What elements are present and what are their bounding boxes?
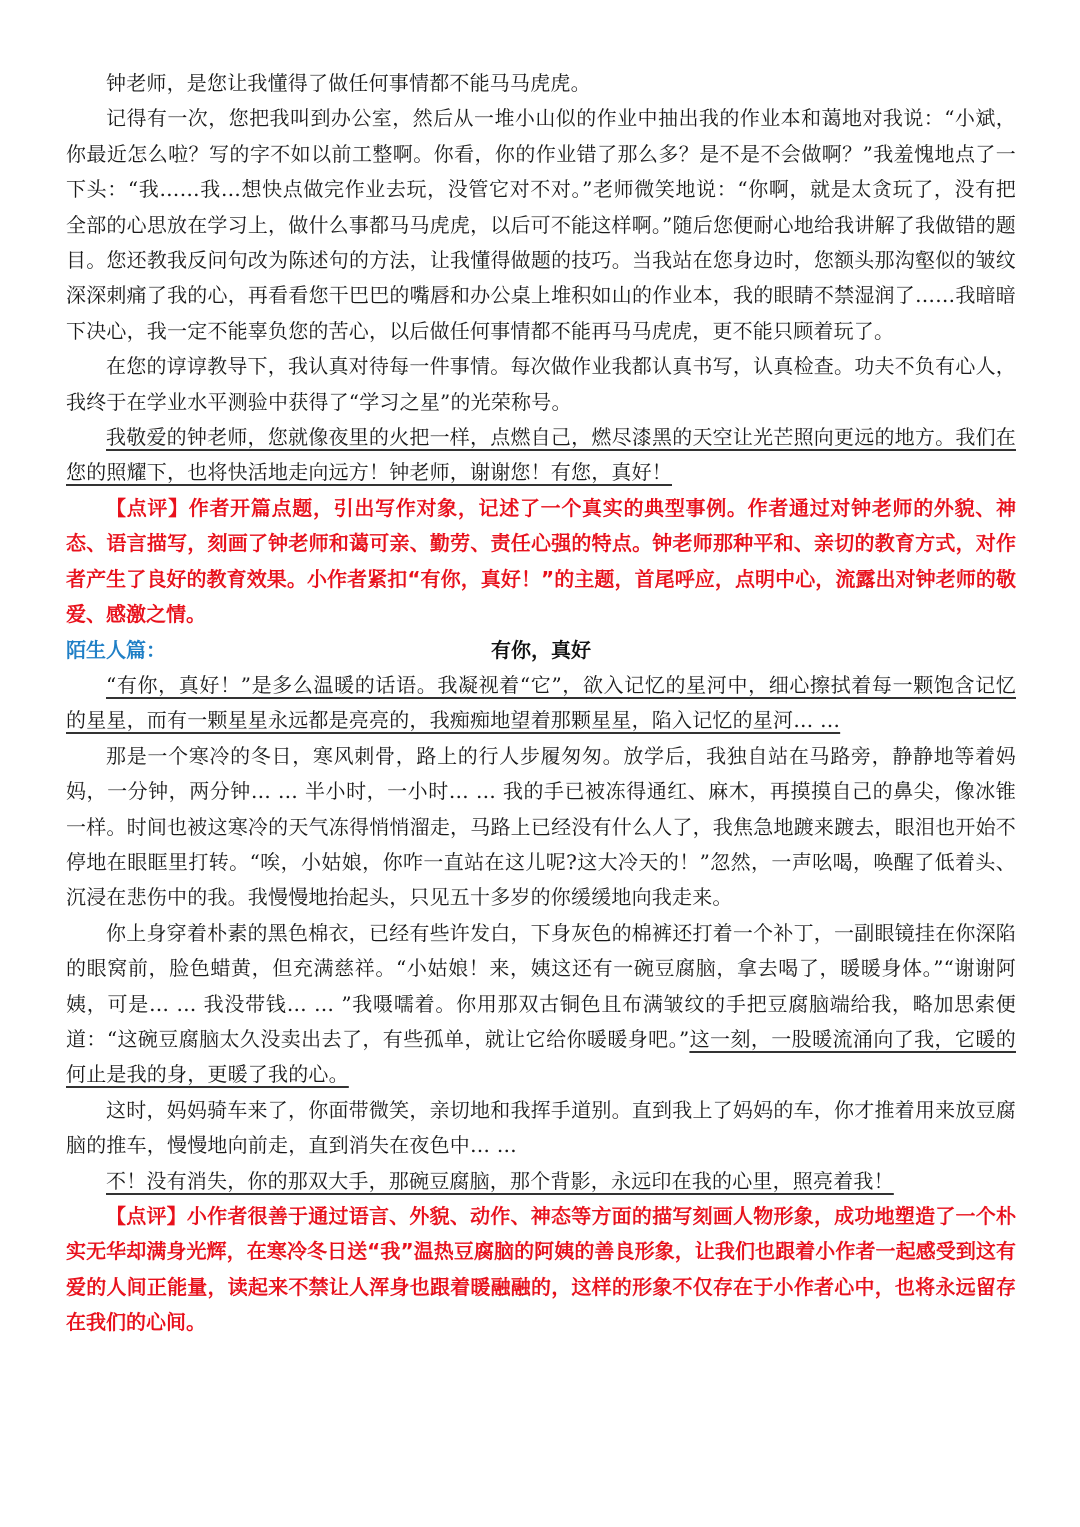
article1-underlined-ending: 我敬爱的钟老师，您就像夜里的火把一样，点燃自己，燃尽漆黑的天空让光芒照向更远的地方。我们在您的照耀下，也将快活地走向远方！钟老师，谢谢您！有您，真好！ [66, 425, 1016, 485]
article2-comment: 【点评】小作者很善于通过语言、外貌、动作、神态等方面的描写刻画人物形象，成功地塑造了一个朴实无华却满身光辉，在寒冷冬日送“我”温热豆腐脑的阿姨的善良形象，让我们也跟着小作者一起感受到这有爱的人间正能量，读起来不禁让人浑身也跟着暖融融的，这样的形象不仅存在于小作者心中，也将永远留存在我们的心间。 [66, 1203, 1016, 1335]
article1-paragraph-3: 在您的谆谆教导下，我认真对待每一件事情。每次做作业我都认真书写，认真检查。功夫不负有心人，我终于在学业水平测验中获得了“学习之星”的光荣称号。 [66, 354, 1016, 414]
article2-paragraph-3-text: 你上身穿着朴素的黑色棉衣，已经有些许发白，下身灰色的棉裤还打着一个补丁，一副眼镜挂在你深陷的眼窝前，脸色蜡黄，但充满慈祥。“小姑娘！来，姨这还有一碗豆腐脑，拿去喝了，暖暖身体。”“谢谢阿姨，可是… … 我没带钱… … ”我嗫嚅着。你用那双古铜色且布满皱纹的手把豆腐脑端给我，略加思索便道：“这碗豆腐脑太久没卖出去了，有些孤单，就让它给你暖暖身吧。” [66, 920, 1016, 1051]
section-label: 陌生人篇： [66, 637, 166, 662]
article1-paragraph-4 [66, 420, 1016, 491]
article2-underlined-ending: 不！没有消失，你的那双大手，那碗豆腐脑，那个背影，永远印在我的心里，照亮着我！ [106, 1168, 894, 1193]
section-title: 有你，真好 [491, 637, 591, 662]
article2-paragraph-1 [66, 668, 1016, 739]
document-page [66, 66, 1016, 1341]
section-heading [66, 633, 1016, 668]
article2-underlined-sentence: 这一刻，一股暖流涌向了我，它暖的何止是我的身，更暖了我的心。 [66, 1026, 1016, 1087]
article1-comment: 【点评】作者开篇点题，引出写作对象，记述了一个真实的典型事例。作者通过对钟老师的外貌、神态、语言描写，刻画了钟老师和蔼可亲、勤劳、责任心强的特点。钟老师那种平和、亲切的教育方式，对作者产生了良好的教育效果。小作者紧扣“有你，真好！”的主题，首尾呼应，点明中心，流露出对钟老师的敬爱、感激之情。 [66, 495, 1016, 627]
article1-paragraph-1: 钟老师，是您让我懂得了做任何事情都不能马马虎虎。 [106, 71, 591, 95]
article2-underlined-opening: “有你，真好！”是多么温暖的话语。我凝视着“它”，欲入记忆的星河中，细心擦拭着每一颗饱含记忆的星星，而有一颗星星永远都是亮亮的，我痴痴地望着那颗星星，陷入记忆的星河… … [66, 672, 1016, 733]
article2-paragraph-2: 那是一个寒冷的冬日，寒风刺骨，路上的行人步履匆匆。放学后，我独自站在马路旁，静静地等着妈妈，一分钟，两分钟… … 半小时，一小时… … 我的手已被冻得通红、麻木，再摸摸自己的鼻尖，像冰锥一样。时间也被这寒冷的天气冻得悄悄溜走，马路上已经没有什么人了，我焦急地踱来踱去，眼泪也开始不停地在眼眶里打转。“唉，小姑娘，你咋一直站在这儿呢?这大冷天的！”忽然，一声吆喝，唤醒了低着头、沉浸在悲伤中的我。我慢慢地抬起头，只见五十多岁的你缓缓地向我走来。 [66, 743, 1016, 910]
article1-paragraph-2: 记得有一次，您把我叫到办公室，然后从一堆小山似的作业中抽出我的作业本和蔼地对我说：“小斌，你最近怎么啦？写的字不如以前工整啊。你看，你的作业错了那么多？是不是不会做啊？”我羞愧地点了一下头：“我……我…想快点做完作业去玩，没管它对不对。”老师微笑地说：“你啊，就是太贪玩了，没有把全部的心思放在学习上，做什么事都马马虎虎，以后可不能这样啊。”随后您便耐心地给我讲解了我做错的题目。您还教我反问句改为陈述句的方法，让我懂得做题的技巧。当我站在您身边时，您额头那沟壑似的皱纹深深刺痛了我的心，再看看您干巴巴的嘴唇和办公桌上堆积如山的作业本，我的眼睛不禁湿润了……我暗暗下决心，我一定不能辜负您的苦心，以后做任何事情都不能再马马虎虎，更不能只顾着玩了。 [66, 106, 1016, 343]
article2-paragraph-5 [66, 1164, 1016, 1199]
article2-paragraph-4: 这时，妈妈骑车来了，你面带微笑，亲切地和我挥手道别。直到我上了妈妈的车，你才推着用来放豆腐脑的推车，慢慢地向前走，直到消失在夜色中… … [66, 1097, 1016, 1158]
article2-paragraph-3 [66, 916, 1016, 1093]
